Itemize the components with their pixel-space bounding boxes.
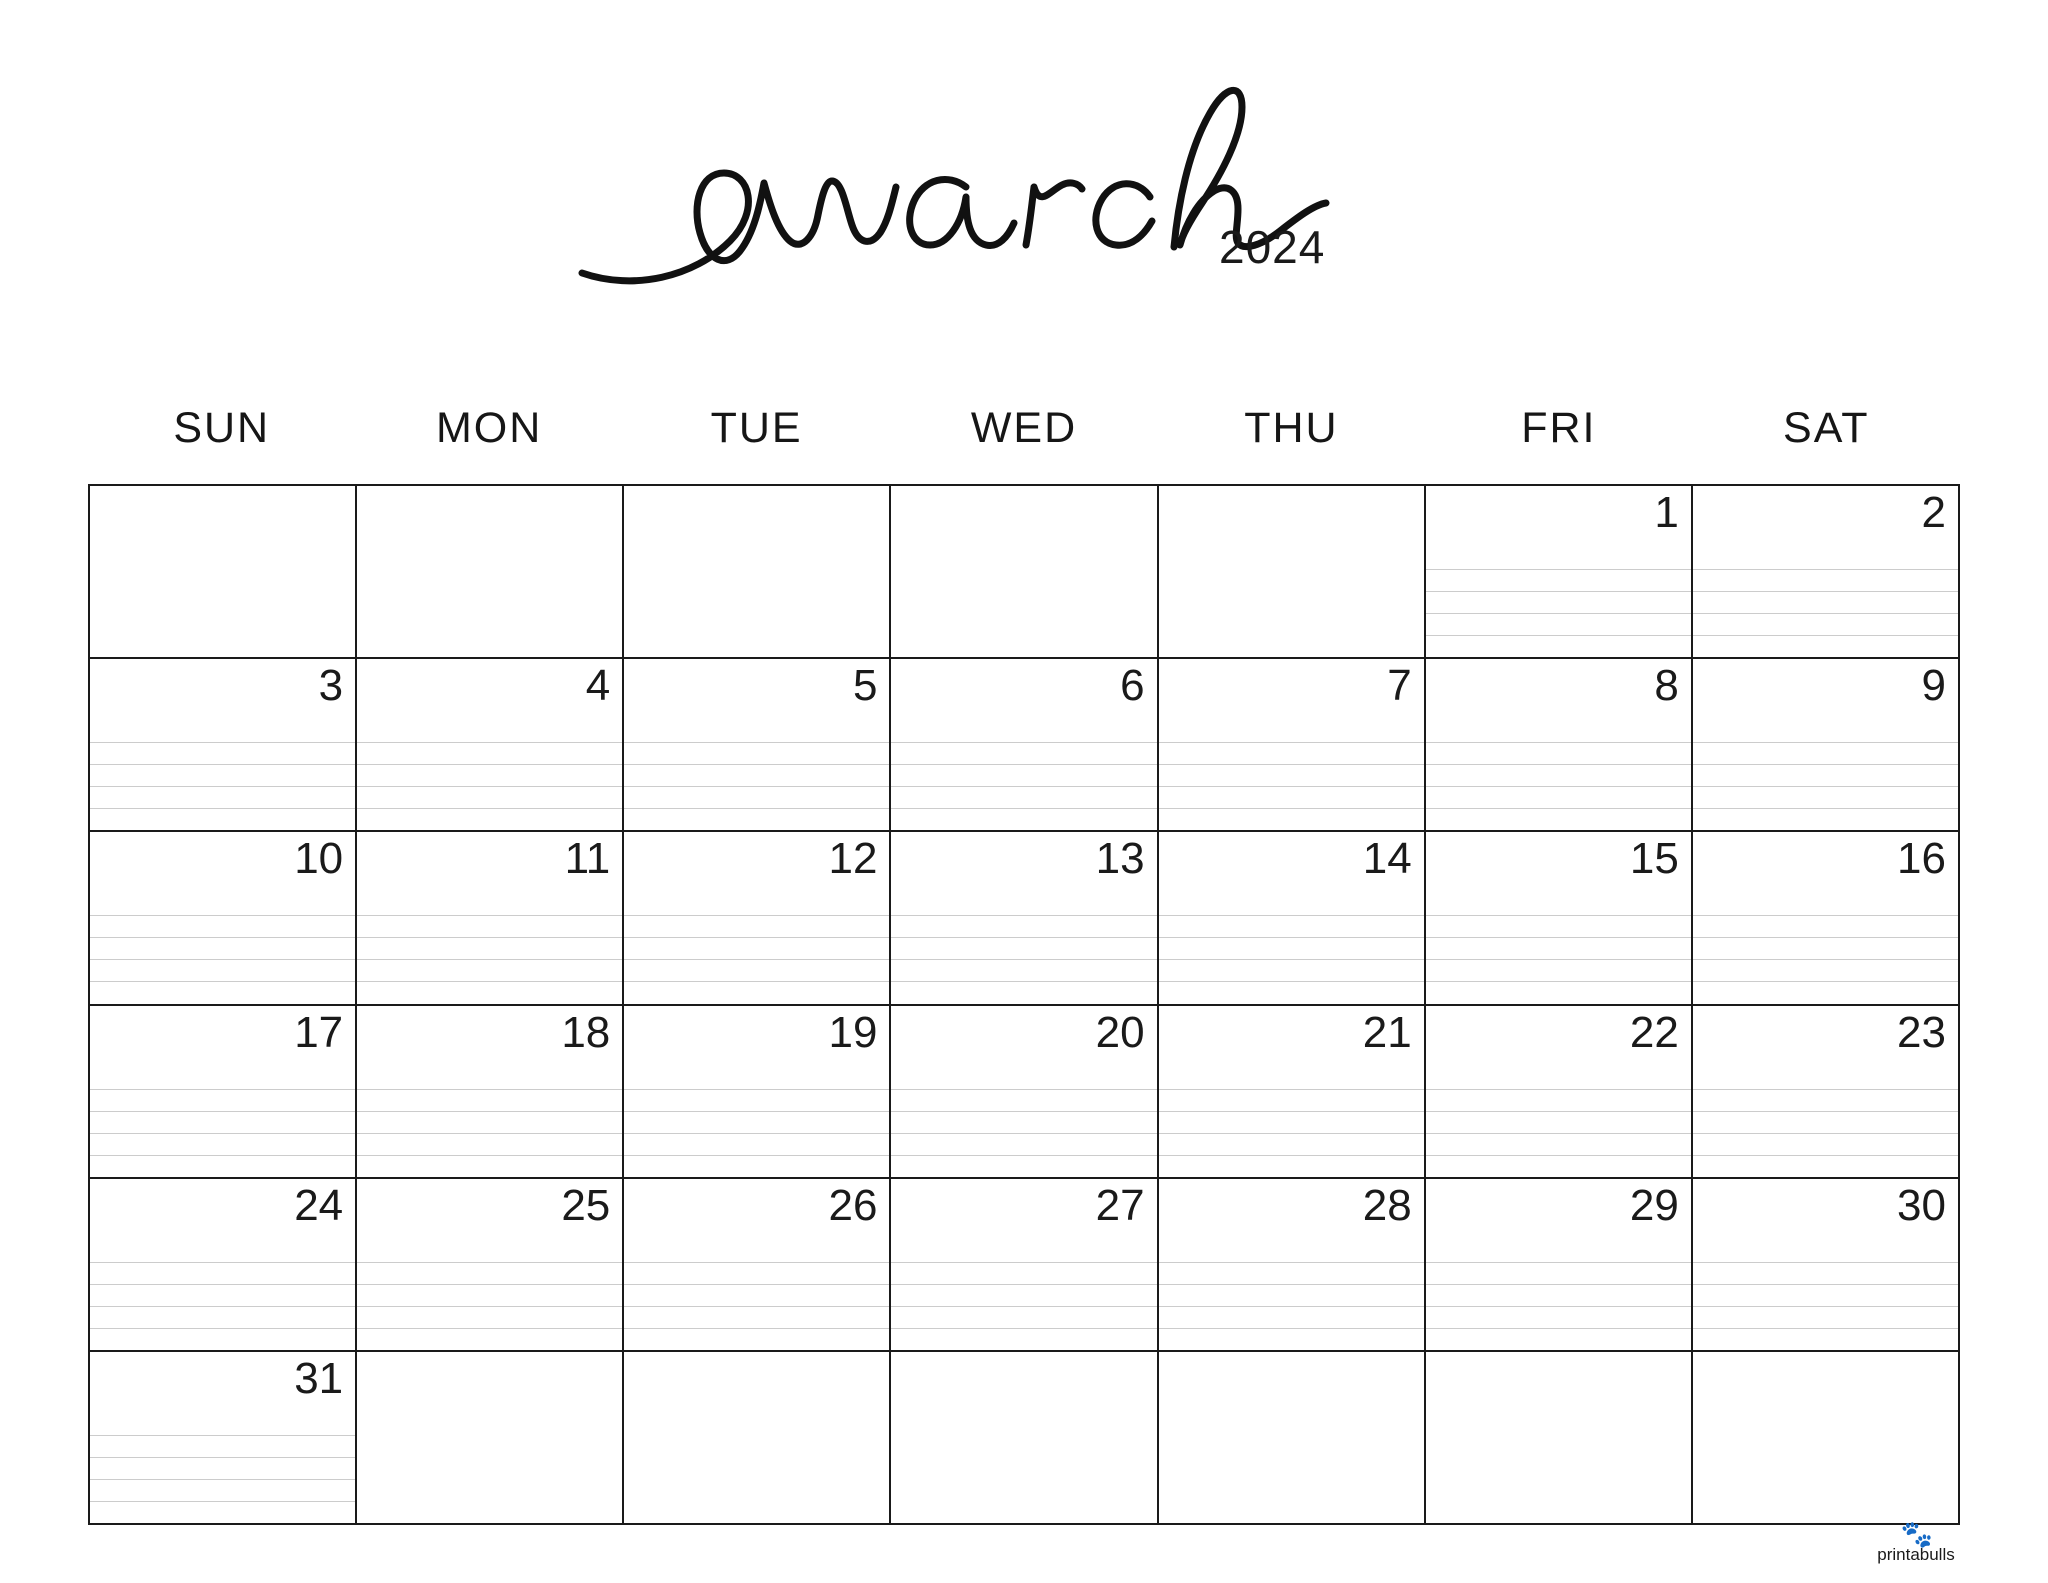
writing-lines [891,721,1156,824]
day-number: 28 [1362,1180,1412,1230]
writing-lines [1159,1241,1424,1344]
day-number: 9 [1921,661,1946,711]
writing-lines [1693,721,1958,824]
day-cell[interactable] [1159,832,1426,1005]
day-number: 12 [828,834,878,884]
day-cell[interactable] [891,1352,1158,1525]
day-cell[interactable] [1693,1006,1960,1179]
calendar-title-block [0,55,2048,305]
writing-lines [624,721,889,824]
day-cell[interactable] [891,1006,1158,1179]
day-number: 27 [1095,1180,1145,1230]
day-cell[interactable] [1159,1352,1426,1525]
day-cell[interactable] [1426,832,1693,1005]
day-cell[interactable] [891,832,1158,1005]
day-cell[interactable] [1426,659,1693,832]
day-cell[interactable] [624,832,891,1005]
day-cell[interactable] [1426,1006,1693,1179]
day-number: 18 [561,1007,611,1057]
day-number: 21 [1362,1007,1412,1057]
day-cell[interactable] [1426,486,1693,659]
writing-lines [1426,894,1691,997]
weekday-wed: WED [970,404,1078,452]
day-cell[interactable] [1159,486,1426,659]
day-cell[interactable] [624,1179,891,1352]
day-number: 26 [828,1180,878,1230]
writing-lines [90,1068,355,1171]
bulldogs-icon: 🐾 [1900,1519,1932,1549]
writing-lines [90,1414,355,1517]
day-number: 5 [852,661,878,711]
title-inner [574,55,1474,305]
day-cell[interactable] [624,1352,891,1525]
day-cell[interactable] [1159,659,1426,832]
day-number: 2 [1921,488,1946,537]
weekday-header [88,404,1960,453]
day-cell[interactable] [90,486,357,659]
weekday-sun: SUN [173,404,271,452]
year-label: 2024 [1219,221,1326,273]
writing-lines [1693,894,1958,997]
day-number: 13 [1095,834,1145,884]
writing-lines [1693,548,1958,651]
writing-lines [90,894,355,997]
day-cell[interactable] [1693,832,1960,1005]
calendar-grid [88,484,1960,1525]
day-number: 25 [561,1180,611,1230]
writing-lines [624,894,889,997]
day-cell[interactable] [1693,486,1960,659]
day-cell[interactable] [624,486,891,659]
day-number: 7 [1387,661,1412,711]
day-cell[interactable] [357,659,624,832]
day-number: 3 [318,661,344,711]
day-cell[interactable] [1693,1352,1960,1525]
writing-lines [1693,1241,1958,1344]
day-number: 31 [294,1353,344,1403]
writing-lines [357,1068,622,1171]
writing-lines [1159,894,1424,997]
writing-lines [1426,548,1691,651]
writing-lines [357,721,622,824]
writing-lines [624,1241,889,1344]
writing-lines [624,1068,889,1171]
writing-lines [1159,1068,1424,1171]
day-number: 29 [1629,1180,1679,1230]
day-number: 20 [1095,1007,1145,1057]
writing-lines [891,1241,1156,1344]
writing-lines [357,1241,622,1344]
day-number: 10 [294,834,344,884]
brand-name: printabulls [1877,1545,1955,1564]
day-cell[interactable] [90,1179,357,1352]
day-number: 14 [1362,834,1412,884]
day-number: 24 [294,1180,344,1230]
day-cell[interactable] [357,1352,624,1525]
day-cell[interactable] [624,1006,891,1179]
day-number: 8 [1654,661,1679,711]
day-cell[interactable] [357,486,624,659]
day-cell[interactable] [90,659,357,832]
day-cell[interactable] [1426,1179,1693,1352]
day-number: 15 [1629,834,1679,884]
writing-lines [1426,1068,1691,1171]
day-number: 4 [585,661,611,711]
brand-logo [1856,1521,1976,1565]
day-number: 6 [1120,661,1145,711]
day-number: 11 [564,834,611,884]
day-cell[interactable] [90,1006,357,1179]
day-cell[interactable] [357,1006,624,1179]
day-cell[interactable] [891,486,1158,659]
day-number: 19 [828,1007,878,1057]
writing-lines [90,1241,355,1344]
day-number: 1 [1654,488,1679,537]
day-cell[interactable] [90,832,357,1005]
writing-lines [1159,721,1424,824]
day-cell[interactable] [90,1352,357,1525]
day-number: 30 [1897,1180,1946,1230]
day-cell[interactable] [891,1179,1158,1352]
writing-lines [1426,1241,1691,1344]
writing-lines [1693,1068,1958,1171]
day-cell[interactable] [1159,1179,1426,1352]
weekday-mon: MON [435,404,543,452]
day-number: 23 [1897,1007,1946,1057]
day-cell[interactable] [357,832,624,1005]
day-cell[interactable] [1693,1179,1960,1352]
weekday-fri: FRI [1521,404,1597,452]
writing-lines [357,894,622,997]
day-cell[interactable] [357,1179,624,1352]
writing-lines [891,894,1156,997]
day-cell[interactable] [1693,659,1960,832]
day-number: 22 [1629,1007,1679,1057]
day-cell[interactable] [624,659,891,832]
day-cell[interactable] [891,659,1158,832]
day-number: 17 [294,1007,344,1057]
weekday-sat: SAT [1783,404,1870,452]
writing-lines [1426,721,1691,824]
weekday-tue: TUE [710,404,803,452]
day-number: 16 [1897,834,1946,884]
weekday-thu: THU [1244,404,1339,452]
day-cell[interactable] [1426,1352,1693,1525]
writing-lines [891,1068,1156,1171]
writing-lines [90,721,355,824]
day-cell[interactable] [1159,1006,1426,1179]
